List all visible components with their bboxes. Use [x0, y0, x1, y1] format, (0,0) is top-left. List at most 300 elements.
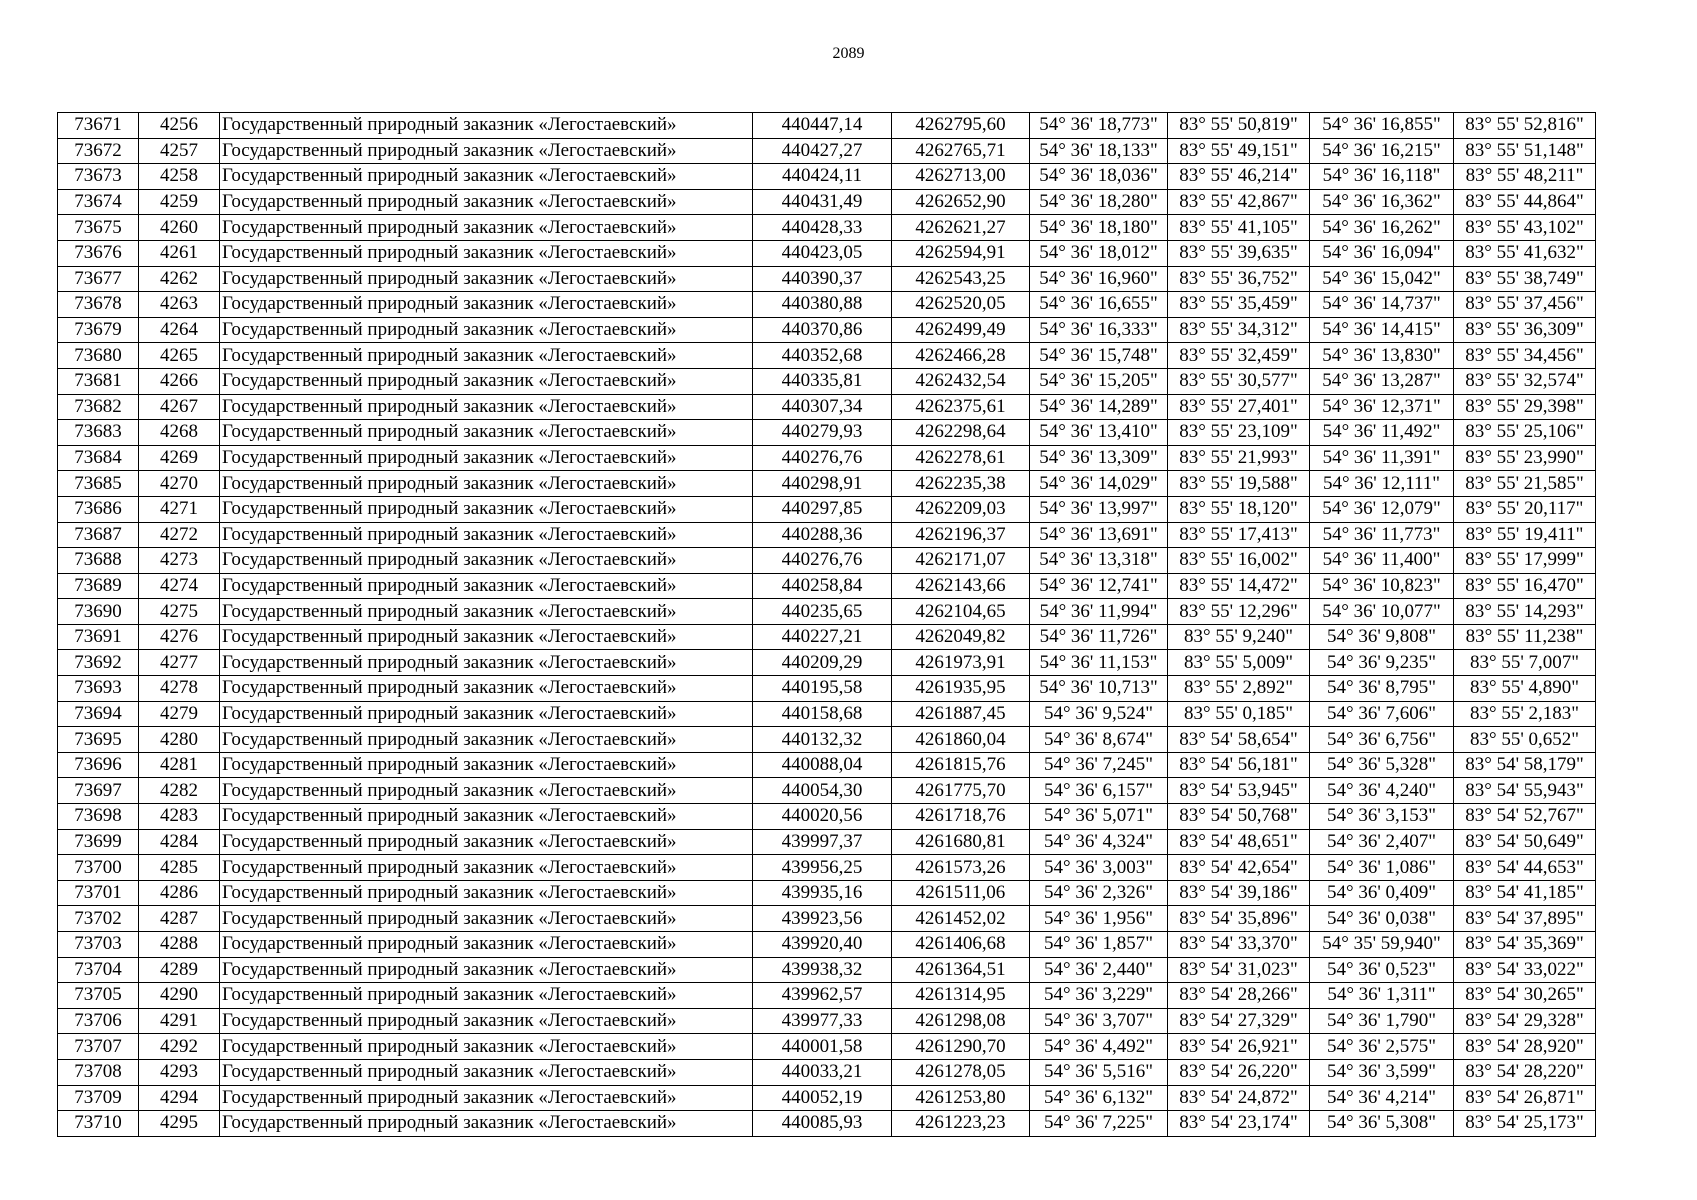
coord-x-cell: 440088,04 [753, 752, 892, 778]
coord-x-cell: 440335,81 [753, 368, 892, 394]
point-number-cell: 4284 [139, 829, 220, 855]
coord-x-cell: 439977,33 [753, 1008, 892, 1034]
object-name-cell: Государственный природный заказник «Легостаевский» [220, 343, 753, 369]
coord-x-cell: 440052,19 [753, 1085, 892, 1111]
object-name-cell: Государственный природный заказник «Легостаевский» [220, 778, 753, 804]
coord-x-cell: 440370,86 [753, 317, 892, 343]
latitude-2-cell: 54° 36' 4,240" [1310, 778, 1454, 804]
object-name-cell: Государственный природный заказник «Легостаевский» [220, 138, 753, 164]
table-row [58, 496, 1596, 522]
latitude-2-cell: 54° 36' 0,523" [1310, 957, 1454, 983]
record-id-cell: 73671 [58, 113, 139, 139]
coord-y-cell: 4262543,25 [892, 266, 1030, 292]
coord-y-cell: 4261278,05 [892, 1059, 1030, 1085]
longitude-1-cell: 83° 54' 58,654" [1168, 727, 1310, 753]
latitude-2-cell: 54° 36' 14,737" [1310, 292, 1454, 318]
longitude-2-cell: 83° 55' 43,102" [1454, 215, 1596, 241]
record-id-cell: 73694 [58, 701, 139, 727]
object-name-cell: Государственный природный заказник «Легостаевский» [220, 1034, 753, 1060]
point-number-cell: 4285 [139, 855, 220, 881]
longitude-1-cell: 83° 55' 12,296" [1168, 599, 1310, 625]
coord-y-cell: 4261253,80 [892, 1085, 1030, 1111]
latitude-2-cell: 54° 35' 59,940" [1310, 932, 1454, 958]
longitude-2-cell: 83° 54' 33,022" [1454, 957, 1596, 983]
latitude-2-cell: 54° 36' 11,492" [1310, 420, 1454, 446]
latitude-2-cell: 54° 36' 16,118" [1310, 164, 1454, 190]
latitude-2-cell: 54° 36' 1,086" [1310, 855, 1454, 881]
coordinates-table [57, 112, 1596, 1137]
object-name-cell: Государственный природный заказник «Легостаевский» [220, 1111, 753, 1137]
coord-y-cell: 4262594,91 [892, 240, 1030, 266]
latitude-1-cell: 54° 36' 7,225" [1030, 1111, 1168, 1137]
longitude-2-cell: 83° 54' 55,943" [1454, 778, 1596, 804]
coord-x-cell: 440258,84 [753, 573, 892, 599]
record-id-cell: 73701 [58, 880, 139, 906]
object-name-cell: Государственный природный заказник «Легостаевский» [220, 676, 753, 702]
coord-x-cell: 440288,36 [753, 522, 892, 548]
table-row [58, 522, 1596, 548]
longitude-1-cell: 83° 55' 50,819" [1168, 113, 1310, 139]
object-name-cell: Государственный природный заказник «Легостаевский» [220, 394, 753, 420]
latitude-2-cell: 54° 36' 4,214" [1310, 1085, 1454, 1111]
point-number-cell: 4289 [139, 957, 220, 983]
coord-y-cell: 4261680,81 [892, 829, 1030, 855]
coord-x-cell: 440235,65 [753, 599, 892, 625]
object-name-cell: Государственный природный заказник «Легостаевский» [220, 855, 753, 881]
latitude-1-cell: 54° 36' 2,326" [1030, 880, 1168, 906]
latitude-2-cell: 54° 36' 14,415" [1310, 317, 1454, 343]
longitude-1-cell: 83° 55' 5,009" [1168, 650, 1310, 676]
coord-x-cell: 440424,11 [753, 164, 892, 190]
coord-y-cell: 4261511,06 [892, 880, 1030, 906]
latitude-1-cell: 54° 36' 11,994" [1030, 599, 1168, 625]
point-number-cell: 4295 [139, 1111, 220, 1137]
point-number-cell: 4273 [139, 548, 220, 574]
point-number-cell: 4266 [139, 368, 220, 394]
table-row [58, 676, 1596, 702]
point-number-cell: 4275 [139, 599, 220, 625]
latitude-2-cell: 54° 36' 12,079" [1310, 496, 1454, 522]
longitude-1-cell: 83° 55' 17,413" [1168, 522, 1310, 548]
longitude-2-cell: 83° 55' 37,456" [1454, 292, 1596, 318]
point-number-cell: 4290 [139, 983, 220, 1009]
longitude-2-cell: 83° 55' 44,864" [1454, 189, 1596, 215]
record-id-cell: 73676 [58, 240, 139, 266]
point-number-cell: 4260 [139, 215, 220, 241]
coord-y-cell: 4262375,61 [892, 394, 1030, 420]
object-name-cell: Государственный природный заказник «Легостаевский» [220, 906, 753, 932]
coord-x-cell: 440431,49 [753, 189, 892, 215]
latitude-2-cell: 54° 36' 3,153" [1310, 804, 1454, 830]
record-id-cell: 73696 [58, 752, 139, 778]
latitude-1-cell: 54° 36' 16,655" [1030, 292, 1168, 318]
coord-y-cell: 4261860,04 [892, 727, 1030, 753]
longitude-2-cell: 83° 55' 4,890" [1454, 676, 1596, 702]
object-name-cell: Государственный природный заказник «Легостаевский» [220, 471, 753, 497]
coord-y-cell: 4262765,71 [892, 138, 1030, 164]
longitude-2-cell: 83° 55' 29,398" [1454, 394, 1596, 420]
longitude-2-cell: 83° 55' 41,632" [1454, 240, 1596, 266]
point-number-cell: 4282 [139, 778, 220, 804]
latitude-2-cell: 54° 36' 2,575" [1310, 1034, 1454, 1060]
record-id-cell: 73693 [58, 676, 139, 702]
object-name-cell: Государственный природный заказник «Легостаевский» [220, 522, 753, 548]
latitude-1-cell: 54° 36' 7,245" [1030, 752, 1168, 778]
coord-y-cell: 4261775,70 [892, 778, 1030, 804]
longitude-1-cell: 83° 55' 19,588" [1168, 471, 1310, 497]
longitude-1-cell: 83° 54' 31,023" [1168, 957, 1310, 983]
longitude-1-cell: 83° 54' 27,329" [1168, 1008, 1310, 1034]
longitude-2-cell: 83° 54' 25,173" [1454, 1111, 1596, 1137]
coord-x-cell: 440158,68 [753, 701, 892, 727]
coord-y-cell: 4262235,38 [892, 471, 1030, 497]
latitude-2-cell: 54° 36' 11,400" [1310, 548, 1454, 574]
record-id-cell: 73699 [58, 829, 139, 855]
coord-y-cell: 4262049,82 [892, 624, 1030, 650]
latitude-2-cell: 54° 36' 12,111" [1310, 471, 1454, 497]
object-name-cell: Государственный природный заказник «Легостаевский» [220, 599, 753, 625]
object-name-cell: Государственный природный заказник «Легостаевский» [220, 1008, 753, 1034]
record-id-cell: 73678 [58, 292, 139, 318]
latitude-1-cell: 54° 36' 15,205" [1030, 368, 1168, 394]
coord-y-cell: 4261573,26 [892, 855, 1030, 881]
coord-x-cell: 440033,21 [753, 1059, 892, 1085]
coord-x-cell: 440307,34 [753, 394, 892, 420]
latitude-1-cell: 54° 36' 11,153" [1030, 650, 1168, 676]
coord-y-cell: 4261223,23 [892, 1111, 1030, 1137]
object-name-cell: Государственный природный заказник «Легостаевский» [220, 650, 753, 676]
latitude-2-cell: 54° 36' 5,328" [1310, 752, 1454, 778]
latitude-1-cell: 54° 36' 13,691" [1030, 522, 1168, 548]
coord-x-cell: 440298,91 [753, 471, 892, 497]
coord-y-cell: 4261718,76 [892, 804, 1030, 830]
latitude-2-cell: 54° 36' 3,599" [1310, 1059, 1454, 1085]
table-row [58, 368, 1596, 394]
point-number-cell: 4280 [139, 727, 220, 753]
latitude-2-cell: 54° 36' 6,756" [1310, 727, 1454, 753]
record-id-cell: 73709 [58, 1085, 139, 1111]
point-number-cell: 4267 [139, 394, 220, 420]
object-name-cell: Государственный природный заказник «Легостаевский» [220, 727, 753, 753]
table-row [58, 650, 1596, 676]
object-name-cell: Государственный природный заказник «Легостаевский» [220, 317, 753, 343]
coord-x-cell: 439997,37 [753, 829, 892, 855]
latitude-1-cell: 54° 36' 18,773" [1030, 113, 1168, 139]
record-id-cell: 73679 [58, 317, 139, 343]
point-number-cell: 4293 [139, 1059, 220, 1085]
table-row [58, 1008, 1596, 1034]
latitude-1-cell: 54° 36' 13,410" [1030, 420, 1168, 446]
longitude-2-cell: 83° 54' 26,871" [1454, 1085, 1596, 1111]
coord-x-cell: 440276,76 [753, 445, 892, 471]
table-row [58, 292, 1596, 318]
record-id-cell: 73687 [58, 522, 139, 548]
point-number-cell: 4279 [139, 701, 220, 727]
table-row [58, 215, 1596, 241]
coord-y-cell: 4262713,00 [892, 164, 1030, 190]
record-id-cell: 73705 [58, 983, 139, 1009]
coord-x-cell: 440227,21 [753, 624, 892, 650]
latitude-1-cell: 54° 36' 2,440" [1030, 957, 1168, 983]
point-number-cell: 4256 [139, 113, 220, 139]
record-id-cell: 73691 [58, 624, 139, 650]
record-id-cell: 73686 [58, 496, 139, 522]
object-name-cell: Государственный природный заказник «Легостаевский» [220, 957, 753, 983]
latitude-2-cell: 54° 36' 16,215" [1310, 138, 1454, 164]
table-row [58, 855, 1596, 881]
coord-y-cell: 4262795,60 [892, 113, 1030, 139]
object-name-cell: Государственный природный заказник «Легостаевский» [220, 983, 753, 1009]
coord-y-cell: 4262298,64 [892, 420, 1030, 446]
coord-y-cell: 4262104,65 [892, 599, 1030, 625]
coord-y-cell: 4261314,95 [892, 983, 1030, 1009]
coord-x-cell: 439935,16 [753, 880, 892, 906]
longitude-2-cell: 83° 55' 36,309" [1454, 317, 1596, 343]
longitude-1-cell: 83° 54' 28,266" [1168, 983, 1310, 1009]
coord-x-cell: 440276,76 [753, 548, 892, 574]
longitude-1-cell: 83° 55' 35,459" [1168, 292, 1310, 318]
latitude-2-cell: 54° 36' 16,094" [1310, 240, 1454, 266]
longitude-1-cell: 83° 54' 26,921" [1168, 1034, 1310, 1060]
table-row [58, 138, 1596, 164]
coord-y-cell: 4261290,70 [892, 1034, 1030, 1060]
table-row [58, 394, 1596, 420]
latitude-1-cell: 54° 36' 6,157" [1030, 778, 1168, 804]
record-id-cell: 73689 [58, 573, 139, 599]
table-row [58, 778, 1596, 804]
record-id-cell: 73698 [58, 804, 139, 830]
latitude-1-cell: 54° 36' 10,713" [1030, 676, 1168, 702]
longitude-1-cell: 83° 54' 24,872" [1168, 1085, 1310, 1111]
object-name-cell: Государственный природный заказник «Легостаевский» [220, 829, 753, 855]
longitude-2-cell: 83° 54' 28,920" [1454, 1034, 1596, 1060]
point-number-cell: 4262 [139, 266, 220, 292]
record-id-cell: 73706 [58, 1008, 139, 1034]
record-id-cell: 73700 [58, 855, 139, 881]
longitude-2-cell: 83° 54' 28,220" [1454, 1059, 1596, 1085]
object-name-cell: Государственный природный заказник «Легостаевский» [220, 368, 753, 394]
object-name-cell: Государственный природный заказник «Легостаевский» [220, 1059, 753, 1085]
longitude-1-cell: 83° 54' 26,220" [1168, 1059, 1310, 1085]
table-row [58, 599, 1596, 625]
coord-y-cell: 4261452,02 [892, 906, 1030, 932]
table-row [58, 317, 1596, 343]
table-row [58, 804, 1596, 830]
longitude-2-cell: 83° 54' 44,653" [1454, 855, 1596, 881]
record-id-cell: 73710 [58, 1111, 139, 1137]
record-id-cell: 73685 [58, 471, 139, 497]
coord-x-cell: 440428,33 [753, 215, 892, 241]
latitude-2-cell: 54° 36' 7,606" [1310, 701, 1454, 727]
longitude-2-cell: 83° 55' 20,117" [1454, 496, 1596, 522]
latitude-2-cell: 54° 36' 10,823" [1310, 573, 1454, 599]
longitude-2-cell: 83° 54' 52,767" [1454, 804, 1596, 830]
coord-y-cell: 4262621,27 [892, 215, 1030, 241]
table-row [58, 266, 1596, 292]
table-row [58, 701, 1596, 727]
table-body [58, 113, 1596, 1137]
longitude-1-cell: 83° 54' 42,654" [1168, 855, 1310, 881]
record-id-cell: 73680 [58, 343, 139, 369]
latitude-2-cell: 54° 36' 9,808" [1310, 624, 1454, 650]
coord-y-cell: 4262432,54 [892, 368, 1030, 394]
coord-x-cell: 439920,40 [753, 932, 892, 958]
longitude-1-cell: 83° 55' 9,240" [1168, 624, 1310, 650]
longitude-2-cell: 83° 55' 51,148" [1454, 138, 1596, 164]
record-id-cell: 73688 [58, 548, 139, 574]
longitude-2-cell: 83° 55' 14,293" [1454, 599, 1596, 625]
point-number-cell: 4292 [139, 1034, 220, 1060]
table-row [58, 573, 1596, 599]
longitude-2-cell: 83° 55' 11,238" [1454, 624, 1596, 650]
point-number-cell: 4265 [139, 343, 220, 369]
latitude-2-cell: 54° 36' 12,371" [1310, 394, 1454, 420]
latitude-1-cell: 54° 36' 11,726" [1030, 624, 1168, 650]
longitude-2-cell: 83° 55' 38,749" [1454, 266, 1596, 292]
longitude-1-cell: 83° 54' 53,945" [1168, 778, 1310, 804]
coord-y-cell: 4262278,61 [892, 445, 1030, 471]
latitude-1-cell: 54° 36' 12,741" [1030, 573, 1168, 599]
object-name-cell: Государственный природный заказник «Легостаевский» [220, 1085, 753, 1111]
point-number-cell: 4274 [139, 573, 220, 599]
point-number-cell: 4294 [139, 1085, 220, 1111]
table-row [58, 343, 1596, 369]
longitude-1-cell: 83° 55' 32,459" [1168, 343, 1310, 369]
record-id-cell: 73681 [58, 368, 139, 394]
coord-y-cell: 4262520,05 [892, 292, 1030, 318]
longitude-2-cell: 83° 54' 41,185" [1454, 880, 1596, 906]
record-id-cell: 73674 [58, 189, 139, 215]
object-name-cell: Государственный природный заказник «Легостаевский» [220, 164, 753, 190]
point-number-cell: 4276 [139, 624, 220, 650]
coord-y-cell: 4262499,49 [892, 317, 1030, 343]
table-row [58, 624, 1596, 650]
table-row [58, 1085, 1596, 1111]
record-id-cell: 73690 [58, 599, 139, 625]
coord-x-cell: 440020,56 [753, 804, 892, 830]
record-id-cell: 73683 [58, 420, 139, 446]
longitude-1-cell: 83° 54' 48,651" [1168, 829, 1310, 855]
latitude-1-cell: 54° 36' 14,029" [1030, 471, 1168, 497]
record-id-cell: 73675 [58, 215, 139, 241]
coord-x-cell: 440209,29 [753, 650, 892, 676]
coord-y-cell: 4262466,28 [892, 343, 1030, 369]
table-row [58, 113, 1596, 139]
coord-x-cell: 440279,93 [753, 420, 892, 446]
longitude-1-cell: 83° 54' 33,370" [1168, 932, 1310, 958]
object-name-cell: Государственный природный заказник «Легостаевский» [220, 573, 753, 599]
latitude-2-cell: 54° 36' 16,262" [1310, 215, 1454, 241]
longitude-1-cell: 83° 55' 42,867" [1168, 189, 1310, 215]
longitude-2-cell: 83° 55' 48,211" [1454, 164, 1596, 190]
latitude-2-cell: 54° 36' 11,391" [1310, 445, 1454, 471]
longitude-2-cell: 83° 55' 17,999" [1454, 548, 1596, 574]
coord-x-cell: 440195,58 [753, 676, 892, 702]
table-row [58, 906, 1596, 932]
record-id-cell: 73704 [58, 957, 139, 983]
coord-y-cell: 4262209,03 [892, 496, 1030, 522]
longitude-1-cell: 83° 55' 34,312" [1168, 317, 1310, 343]
longitude-1-cell: 83° 55' 18,120" [1168, 496, 1310, 522]
coord-y-cell: 4261935,95 [892, 676, 1030, 702]
latitude-1-cell: 54° 36' 18,280" [1030, 189, 1168, 215]
object-name-cell: Государственный природный заказник «Легостаевский» [220, 624, 753, 650]
record-id-cell: 73684 [58, 445, 139, 471]
longitude-1-cell: 83° 55' 0,185" [1168, 701, 1310, 727]
table-row [58, 164, 1596, 190]
point-number-cell: 4272 [139, 522, 220, 548]
longitude-1-cell: 83° 55' 39,635" [1168, 240, 1310, 266]
coord-y-cell: 4261887,45 [892, 701, 1030, 727]
longitude-2-cell: 83° 55' 19,411" [1454, 522, 1596, 548]
longitude-1-cell: 83° 55' 23,109" [1168, 420, 1310, 446]
coord-y-cell: 4262143,66 [892, 573, 1030, 599]
latitude-1-cell: 54° 36' 13,318" [1030, 548, 1168, 574]
latitude-2-cell: 54° 36' 1,790" [1310, 1008, 1454, 1034]
longitude-2-cell: 83° 55' 25,106" [1454, 420, 1596, 446]
longitude-1-cell: 83° 55' 30,577" [1168, 368, 1310, 394]
point-number-cell: 4257 [139, 138, 220, 164]
latitude-1-cell: 54° 36' 5,516" [1030, 1059, 1168, 1085]
longitude-1-cell: 83° 55' 41,105" [1168, 215, 1310, 241]
coord-y-cell: 4261364,51 [892, 957, 1030, 983]
latitude-2-cell: 54° 36' 16,362" [1310, 189, 1454, 215]
table-row [58, 932, 1596, 958]
latitude-1-cell: 54° 36' 14,289" [1030, 394, 1168, 420]
longitude-2-cell: 83° 55' 2,183" [1454, 701, 1596, 727]
latitude-1-cell: 54° 36' 13,309" [1030, 445, 1168, 471]
latitude-1-cell: 54° 36' 9,524" [1030, 701, 1168, 727]
point-number-cell: 4291 [139, 1008, 220, 1034]
coord-x-cell: 440427,27 [753, 138, 892, 164]
latitude-1-cell: 54° 36' 4,492" [1030, 1034, 1168, 1060]
coord-x-cell: 440132,32 [753, 727, 892, 753]
longitude-1-cell: 83° 55' 21,993" [1168, 445, 1310, 471]
record-id-cell: 73682 [58, 394, 139, 420]
latitude-1-cell: 54° 36' 3,707" [1030, 1008, 1168, 1034]
latitude-1-cell: 54° 36' 3,229" [1030, 983, 1168, 1009]
coord-x-cell: 440297,85 [753, 496, 892, 522]
longitude-1-cell: 83° 55' 49,151" [1168, 138, 1310, 164]
point-number-cell: 4258 [139, 164, 220, 190]
table-row [58, 189, 1596, 215]
table-row [58, 1059, 1596, 1085]
latitude-1-cell: 54° 36' 6,132" [1030, 1085, 1168, 1111]
object-name-cell: Государственный природный заказник «Легостаевский» [220, 240, 753, 266]
longitude-2-cell: 83° 54' 58,179" [1454, 752, 1596, 778]
point-number-cell: 4288 [139, 932, 220, 958]
object-name-cell: Государственный природный заказник «Легостаевский» [220, 420, 753, 446]
point-number-cell: 4271 [139, 496, 220, 522]
point-number-cell: 4277 [139, 650, 220, 676]
coord-x-cell: 439962,57 [753, 983, 892, 1009]
record-id-cell: 73708 [58, 1059, 139, 1085]
latitude-1-cell: 54° 36' 1,956" [1030, 906, 1168, 932]
latitude-1-cell: 54° 36' 5,071" [1030, 804, 1168, 830]
object-name-cell: Государственный природный заказник «Легостаевский» [220, 266, 753, 292]
latitude-2-cell: 54° 36' 5,308" [1310, 1111, 1454, 1137]
record-id-cell: 73702 [58, 906, 139, 932]
table-row [58, 829, 1596, 855]
latitude-1-cell: 54° 36' 3,003" [1030, 855, 1168, 881]
latitude-2-cell: 54° 36' 0,038" [1310, 906, 1454, 932]
latitude-1-cell: 54° 36' 15,748" [1030, 343, 1168, 369]
record-id-cell: 73672 [58, 138, 139, 164]
record-id-cell: 73692 [58, 650, 139, 676]
latitude-1-cell: 54° 36' 16,333" [1030, 317, 1168, 343]
object-name-cell: Государственный природный заказник «Легостаевский» [220, 548, 753, 574]
longitude-2-cell: 83° 54' 35,369" [1454, 932, 1596, 958]
